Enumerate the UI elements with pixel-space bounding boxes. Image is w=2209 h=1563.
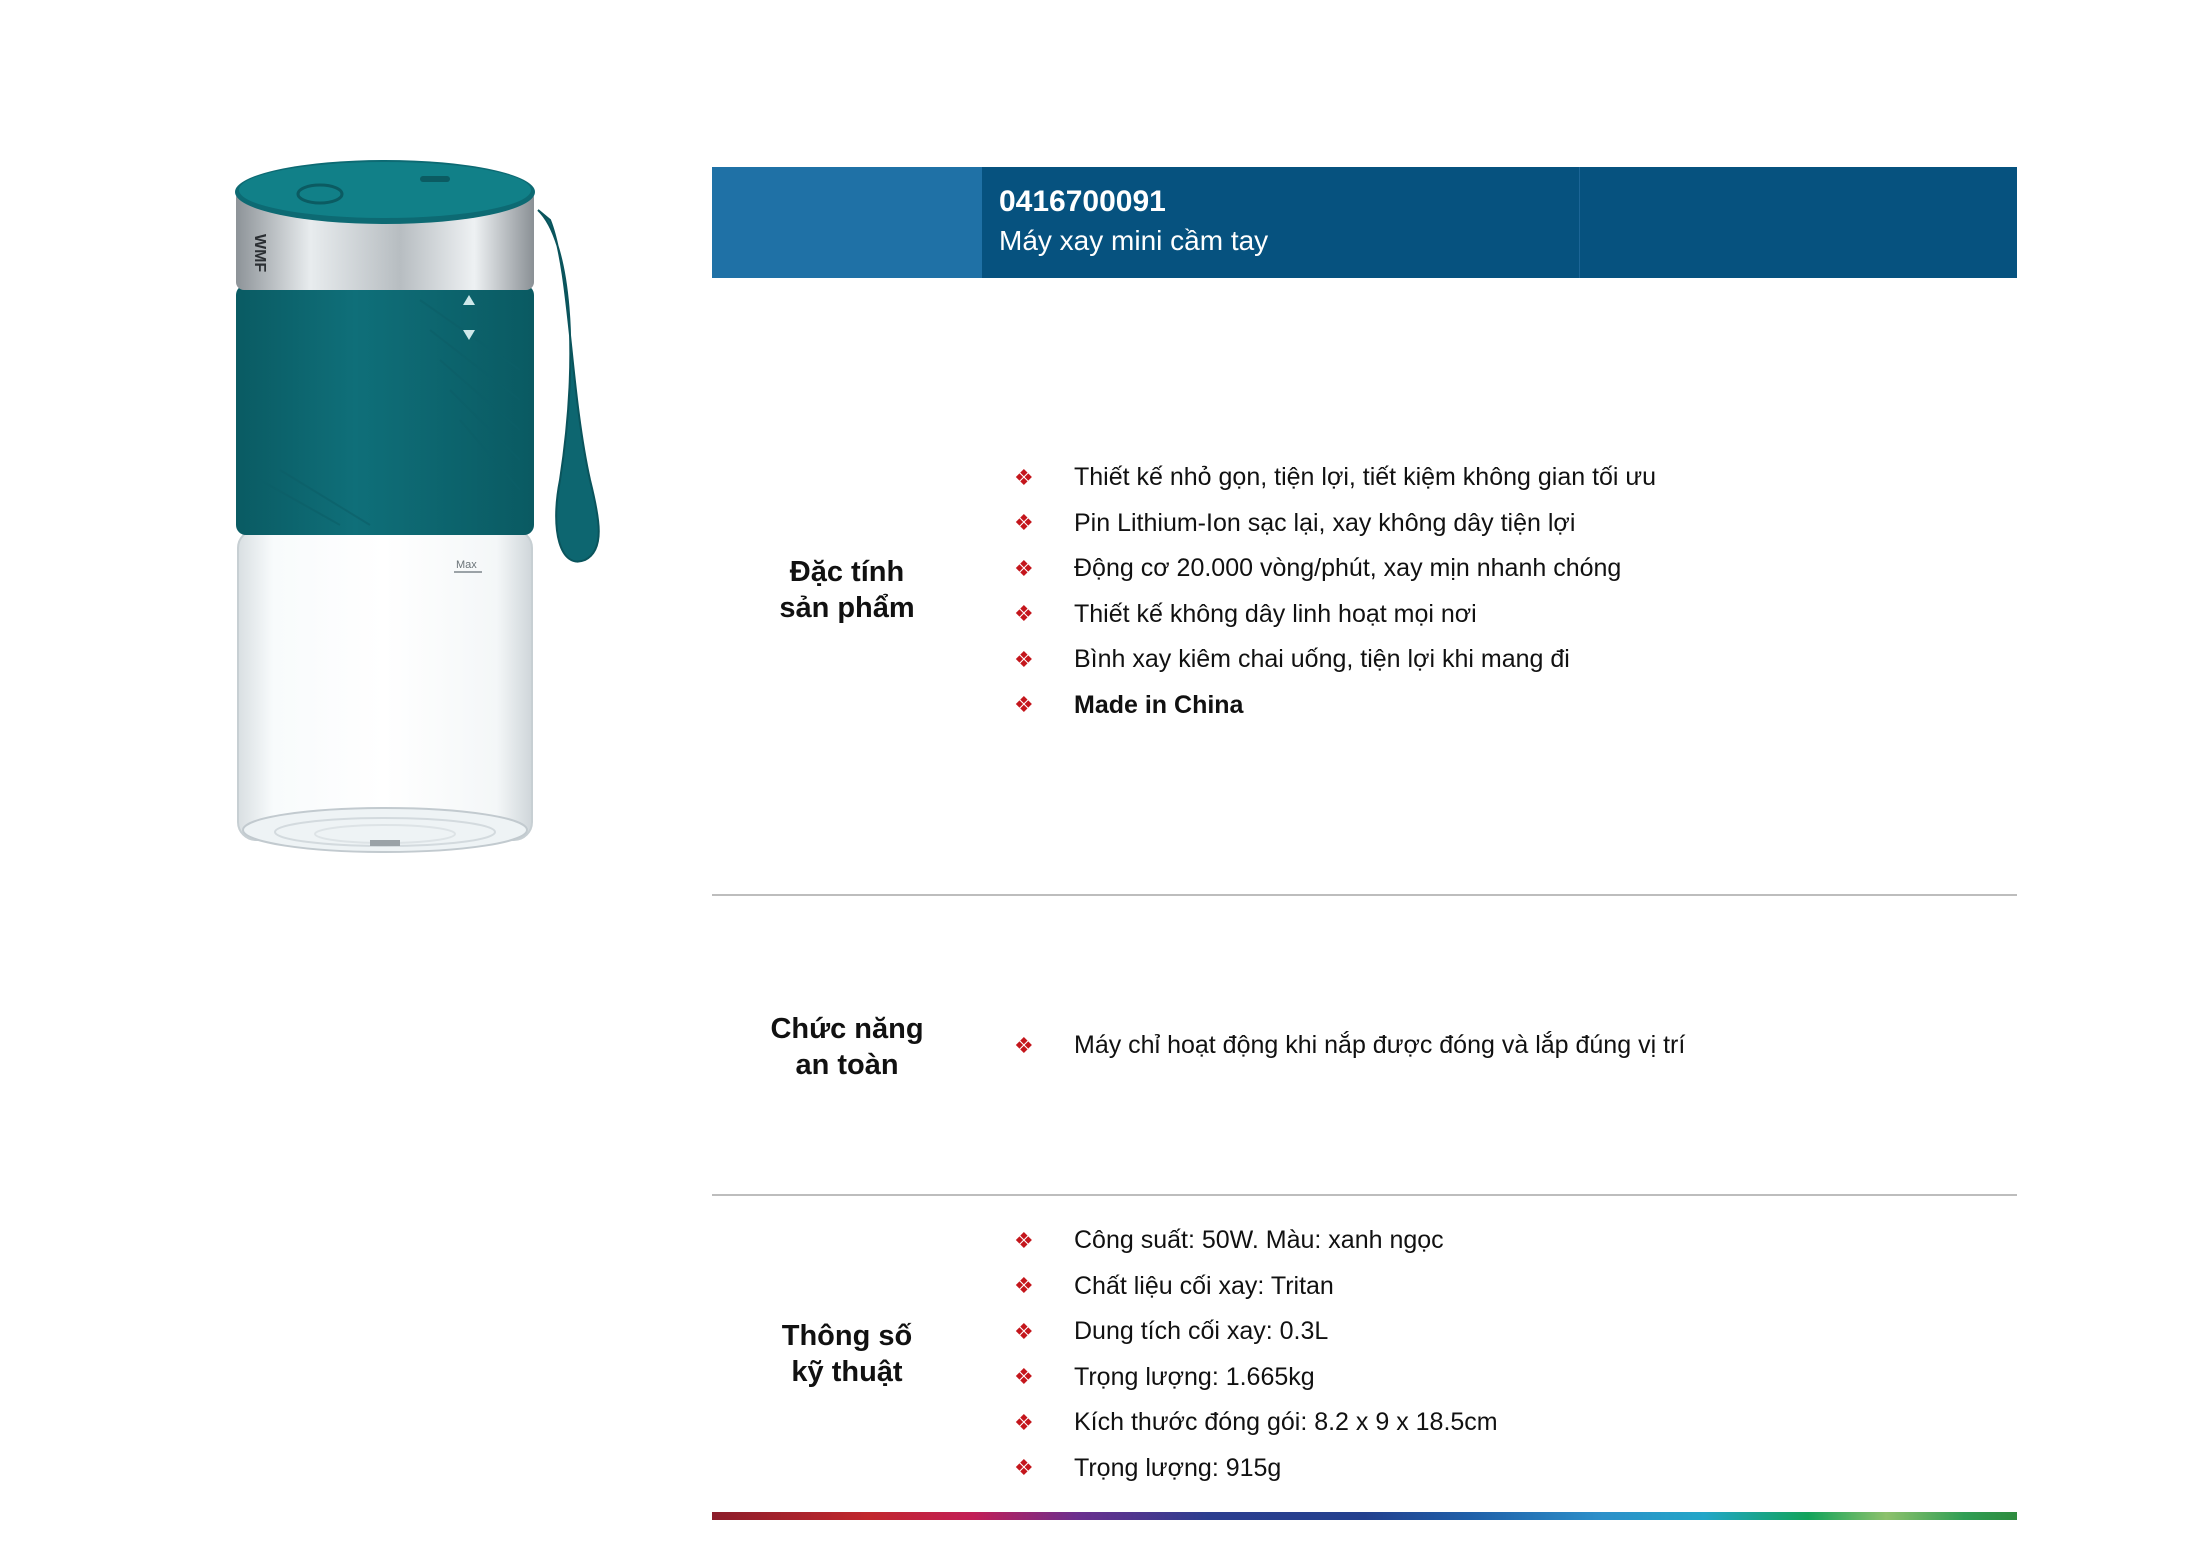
- specs-label-line2: kỹ thuật: [791, 1356, 903, 1388]
- feature-text: Thiết kế không dây linh hoạt mọi nơi: [1074, 599, 1477, 628]
- features-list: [1010, 455, 1656, 728]
- product-header: [712, 167, 2017, 278]
- safety-label-line2: an toàn: [795, 1049, 899, 1081]
- header-title-block: [982, 167, 1579, 278]
- diamond-bullet-icon: ❖: [1014, 1409, 1034, 1435]
- strap: [538, 210, 599, 562]
- list-item: [1010, 455, 1656, 501]
- spec-text: Công suất: 50W. Màu: xanh ngọc: [1074, 1226, 1444, 1255]
- diamond-bullet-icon: ❖: [1014, 692, 1034, 718]
- features-label: [712, 554, 982, 626]
- max-mark: Max: [456, 559, 477, 571]
- features-label-line1: Đặc tính: [789, 556, 905, 588]
- diamond-bullet-icon: ❖: [1014, 601, 1034, 627]
- list-item: [1010, 1400, 1498, 1446]
- list-item: [1010, 1355, 1498, 1401]
- feature-text: Động cơ 20.000 vòng/phút, xay mịn nhanh chóng: [1074, 554, 1622, 583]
- spec-text: Trọng lượng: 915g: [1074, 1453, 1282, 1482]
- diamond-bullet-icon: ❖: [1014, 510, 1034, 536]
- diamond-bullet-icon: ❖: [1014, 1318, 1034, 1344]
- spec-text: Trọng lượng: 1.665kg: [1074, 1362, 1315, 1391]
- spec-text: Kích thước đóng gói: 8.2 x 9 x 18.5cm: [1074, 1408, 1498, 1437]
- list-item: [1010, 1309, 1498, 1355]
- specs-label-line1: Thông số: [781, 1320, 913, 1352]
- product-sku: 0416700091: [999, 185, 1166, 218]
- spec-text: Dung tích cối xay: 0.3L: [1074, 1317, 1329, 1346]
- brand-color-bar: [712, 1512, 2017, 1520]
- list-item: [1010, 592, 1656, 638]
- diamond-bullet-icon: ❖: [1014, 1455, 1034, 1481]
- product-name: Máy xay mini cầm tay: [999, 225, 1269, 256]
- diamond-bullet-icon: ❖: [1014, 464, 1034, 490]
- list-item: [1010, 1023, 1685, 1069]
- safety-text: Máy chỉ hoạt động khi nắp được đóng và lắp đúng vị trí: [1074, 1031, 1686, 1060]
- portable-blender-illustration: [220, 150, 620, 870]
- section-divider: [712, 1194, 2017, 1196]
- feature-text: Made in China: [1074, 690, 1244, 719]
- diamond-bullet-icon: ❖: [1014, 646, 1034, 672]
- header-left-block: [712, 167, 982, 278]
- feature-text: Thiết kế nhỏ gọn, tiện lợi, tiết kiệm không gian tối ưu: [1074, 463, 1657, 492]
- diamond-bullet-icon: ❖: [1014, 1273, 1034, 1299]
- section-divider: [712, 894, 2017, 896]
- feature-text: Bình xay kiêm chai uống, tiện lợi khi mang đi: [1074, 645, 1570, 674]
- list-item: [1010, 683, 1656, 729]
- list-item: [1010, 637, 1656, 683]
- list-item: [1010, 1218, 1498, 1264]
- specs-list: [1010, 1218, 1498, 1491]
- feature-text: Pin Lithium-Ion sạc lại, xay không dây tiện lợi: [1074, 508, 1576, 537]
- features-label-line2: sản phẩm: [779, 592, 915, 624]
- list-item: [1010, 1446, 1498, 1492]
- list-item: [1010, 1264, 1498, 1310]
- list-item: [1010, 546, 1656, 592]
- header-right-block: [1579, 167, 2017, 278]
- safety-list: [1010, 1023, 1685, 1069]
- safety-label-line1: Chức năng: [770, 1013, 924, 1045]
- wmf-logo: WMF: [251, 234, 268, 273]
- diamond-bullet-icon: ❖: [1014, 1227, 1034, 1253]
- diamond-bullet-icon: ❖: [1014, 555, 1034, 581]
- spec-text: Chất liệu cối xay: Tritan: [1074, 1271, 1334, 1300]
- diamond-bullet-icon: ❖: [1014, 1364, 1034, 1390]
- diamond-bullet-icon: ❖: [1014, 1032, 1034, 1058]
- list-item: [1010, 501, 1656, 547]
- product-image: [220, 150, 620, 870]
- specs-label: [712, 1318, 982, 1390]
- safety-label: [712, 1011, 982, 1083]
